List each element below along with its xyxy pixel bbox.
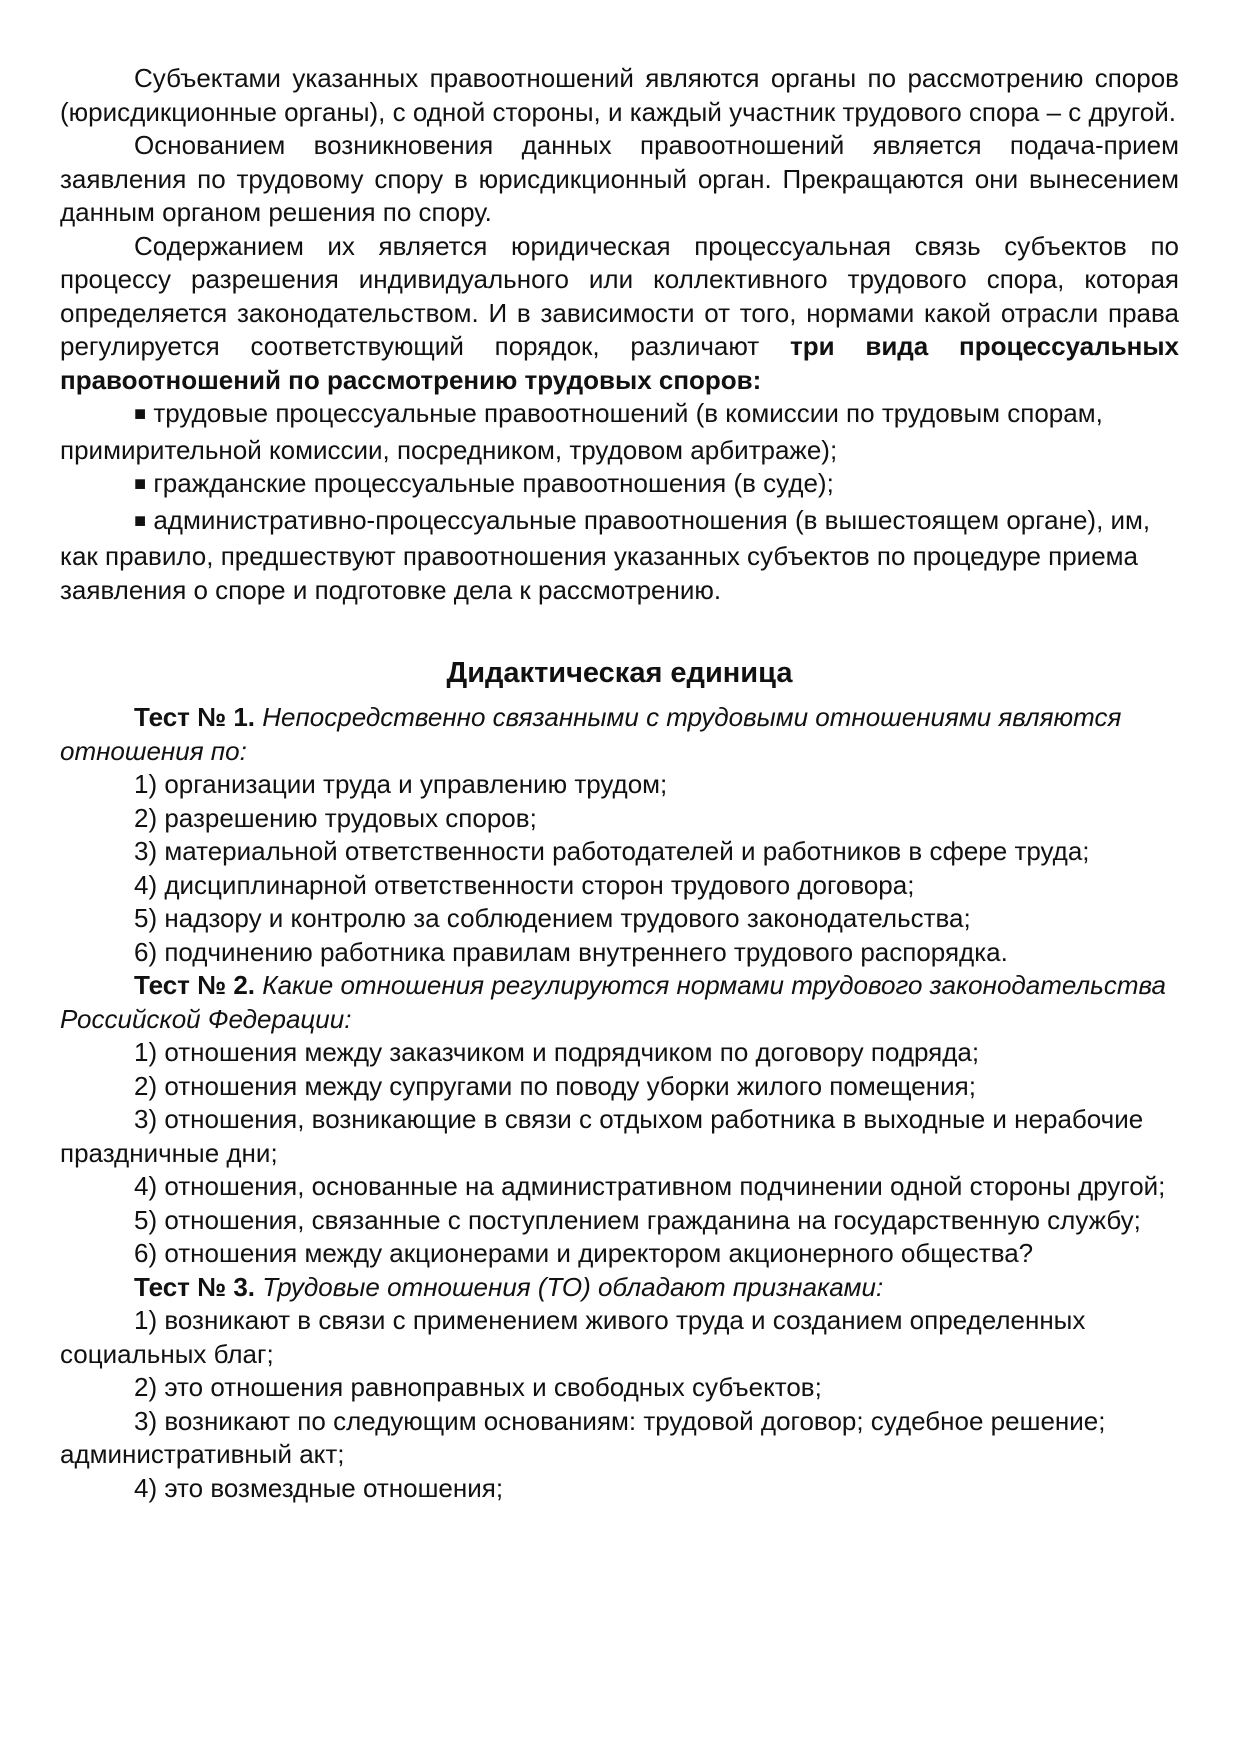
test-question-text: Какие отношения регулируются нормами трудового законодательства Российской Федерации:	[60, 970, 1166, 1034]
test-option: 1) организации труда и управлению трудом;	[134, 769, 668, 799]
paragraph-subjects: Субъектами указанных правоотношений являются органы по рассмотрению споров (юрисдикционные органы), с одной стороны, и каждый участник трудового спора – с другой.	[60, 63, 1179, 127]
test-question-text: Непосредственно связанными с трудовыми отношениями являются отношения по:	[60, 702, 1122, 766]
square-bullet-icon: ■	[134, 403, 147, 425]
test-question	[60, 1271, 1179, 1305]
test-question-text: Трудовые отношения (ТО) обладают признаками:	[262, 1271, 884, 1302]
bullet-text: административно-процессуальные правоотношения (в вышестоящем органе), им, как правило, предшествуют правоотношения указанных субъектов по процедуре приема заявления о споре и подготовке дела к рассмотрению.	[60, 504, 1151, 605]
paragraph-content-bold: три вида процессуальных правоотношений по рассмотрению трудовых споров:	[60, 331, 1179, 395]
test-option: 4) это возмездные отношения;	[134, 1472, 504, 1503]
test-question	[60, 969, 1179, 1036]
bullet-item	[60, 397, 1179, 467]
section-heading: Дидактическая единица	[446, 657, 793, 689]
test-option: 4) дисциплинарной ответственности сторон трудового договора;	[134, 869, 915, 900]
test-option: 1) отношения между заказчиком и подрядчиком по договору подряда;	[134, 1037, 980, 1067]
test-label: Тест № 3.	[134, 1271, 256, 1302]
test-label: Тест № 2.	[134, 970, 256, 1000]
test-option: 6) отношения между акционерами и директором акционерного общества?	[134, 1238, 1034, 1268]
test-option: 3) материальной ответственности работодателей и работников в сфере труда;	[134, 836, 1090, 866]
paragraph-content-text: Содержанием их является юридическая процессуальная связь субъектов по процессу разрешения индивидуального или коллективного трудового спора, которая определяется законодательством. И в зависимости от того, нормами какой отрасли права регулируется соответствующий порядок, различают	[60, 230, 1179, 361]
bullet-text: гражданские процессуальные правоотношения (в суде);	[153, 468, 834, 498]
bullet-text: трудовые процессуальные правоотношений (в комиссии по трудовым спорам, примирительной комиссии, посредником, трудовом арбитраже);	[60, 398, 1103, 465]
test-question	[60, 701, 1179, 768]
test-option: 1) возникают в связи с применением живого труда и созданием определенных социальных благ;	[60, 1305, 1086, 1369]
bullet-item	[60, 467, 1179, 504]
square-bullet-icon: ■	[134, 473, 147, 495]
test-option: 5) надзору и контролю за соблюдением трудового законодательства;	[134, 903, 971, 933]
paragraph-grounds: Основанием возникновения данных правоотношений является подача-прием заявления по трудовому спору в юрисдикционный орган. Прекращаются они вынесением данным органом решения по спору.	[60, 130, 1179, 227]
test-option: 4) отношения, основанные на административном подчинении одной стороны другой;	[134, 1171, 1166, 1201]
test-option: 6) подчинению работника правилам внутреннего трудового распорядка.	[134, 936, 1008, 967]
bullet-item	[60, 504, 1179, 608]
test-option: 3) отношения, возникающие в связи с отдыхом работника в выходные и нерабочие праздничные дни;	[60, 1104, 1144, 1168]
test-option: 2) отношения между супругами по поводу уборки жилого помещения;	[134, 1070, 976, 1101]
paragraph-content	[60, 230, 1179, 398]
test-option: 2) разрешению трудовых споров;	[134, 802, 537, 833]
test-option: 5) отношения, связанные с поступлением гражданина на государственную службу;	[134, 1204, 1141, 1235]
test-option: 3) возникают по следующим основаниям: трудовой договор; судебное решение; административный акт;	[60, 1405, 1106, 1469]
test-option: 2) это отношения равноправных и свободных субъектов;	[134, 1372, 822, 1402]
square-bullet-icon: ■	[134, 509, 147, 532]
test-label: Тест № 1.	[134, 702, 256, 732]
